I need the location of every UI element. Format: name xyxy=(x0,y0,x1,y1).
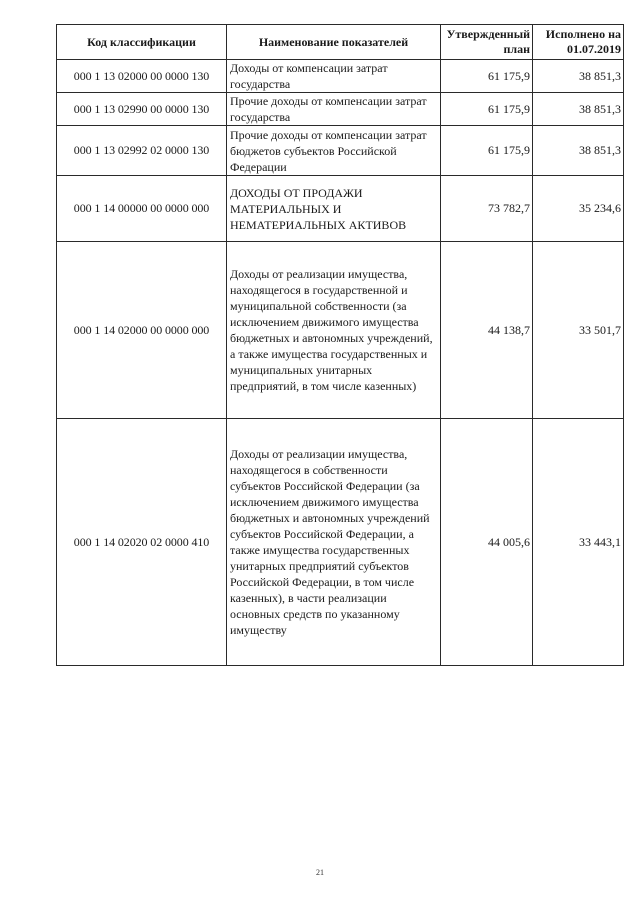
row-code: 000 1 14 02000 00 0000 000 xyxy=(57,242,227,419)
row-plan: 61 175,9 xyxy=(441,126,533,176)
table-row xyxy=(57,176,624,242)
header-done: Исполнено на 01.07.2019 xyxy=(533,25,624,60)
row-code: 000 1 13 02992 02 0000 130 xyxy=(57,126,227,176)
row-done: 38 851,3 xyxy=(533,93,624,126)
row-plan: 61 175,9 xyxy=(441,93,533,126)
row-code: 000 1 14 02020 02 0000 410 xyxy=(57,419,227,666)
table-row xyxy=(57,93,624,126)
table-row xyxy=(57,419,624,666)
row-name: Прочие доходы от компенсации затрат государства xyxy=(227,93,441,126)
table-header-row xyxy=(57,25,624,60)
row-code: 000 1 14 00000 00 0000 000 xyxy=(57,176,227,242)
row-name: Доходы от реализации имущества, находящегося в собственности субъектов Российской Федерации (за исключением движимого имущества бюджетных и автономных учреждений субъектов Российской Федерации, а также имущества государственных унитарных предприятий субъектов Российской Федерации, в том числе казенных), в части реализации основных средств по указанному имуществу xyxy=(227,419,441,666)
row-code: 000 1 13 02990 00 0000 130 xyxy=(57,93,227,126)
row-name: ДОХОДЫ ОТ ПРОДАЖИ МАТЕРИАЛЬНЫХ И НЕМАТЕРИАЛЬНЫХ АКТИВОВ xyxy=(227,176,441,242)
row-code: 000 1 13 02000 00 0000 130 xyxy=(57,60,227,93)
row-done: 35 234,6 xyxy=(533,176,624,242)
row-plan: 73 782,7 xyxy=(441,176,533,242)
table-row xyxy=(57,126,624,176)
row-name: Доходы от компенсации затрат государства xyxy=(227,60,441,93)
table-row xyxy=(57,60,624,93)
header-plan: Утвержденный план xyxy=(441,25,533,60)
row-plan: 61 175,9 xyxy=(441,60,533,93)
row-done: 38 851,3 xyxy=(533,60,624,93)
page-number: 21 xyxy=(316,868,324,877)
budget-table xyxy=(56,24,624,666)
table-row xyxy=(57,242,624,419)
row-name: Доходы от реализации имущества, находящегося в государственной и муниципальной собственности (за исключением движимого имущества бюджетных и автономных учреждений, а также имущества государственных и муниципальных унитарных предприятий, в том числе казенных) xyxy=(227,242,441,419)
row-plan: 44 005,6 xyxy=(441,419,533,666)
row-done: 33 443,1 xyxy=(533,419,624,666)
header-code: Код классификации xyxy=(57,25,227,60)
row-plan: 44 138,7 xyxy=(441,242,533,419)
row-done: 33 501,7 xyxy=(533,242,624,419)
row-done: 38 851,3 xyxy=(533,126,624,176)
row-name: Прочие доходы от компенсации затрат бюджетов субъектов Российской Федерации xyxy=(227,126,441,176)
header-name: Наименование показателей xyxy=(227,25,441,60)
